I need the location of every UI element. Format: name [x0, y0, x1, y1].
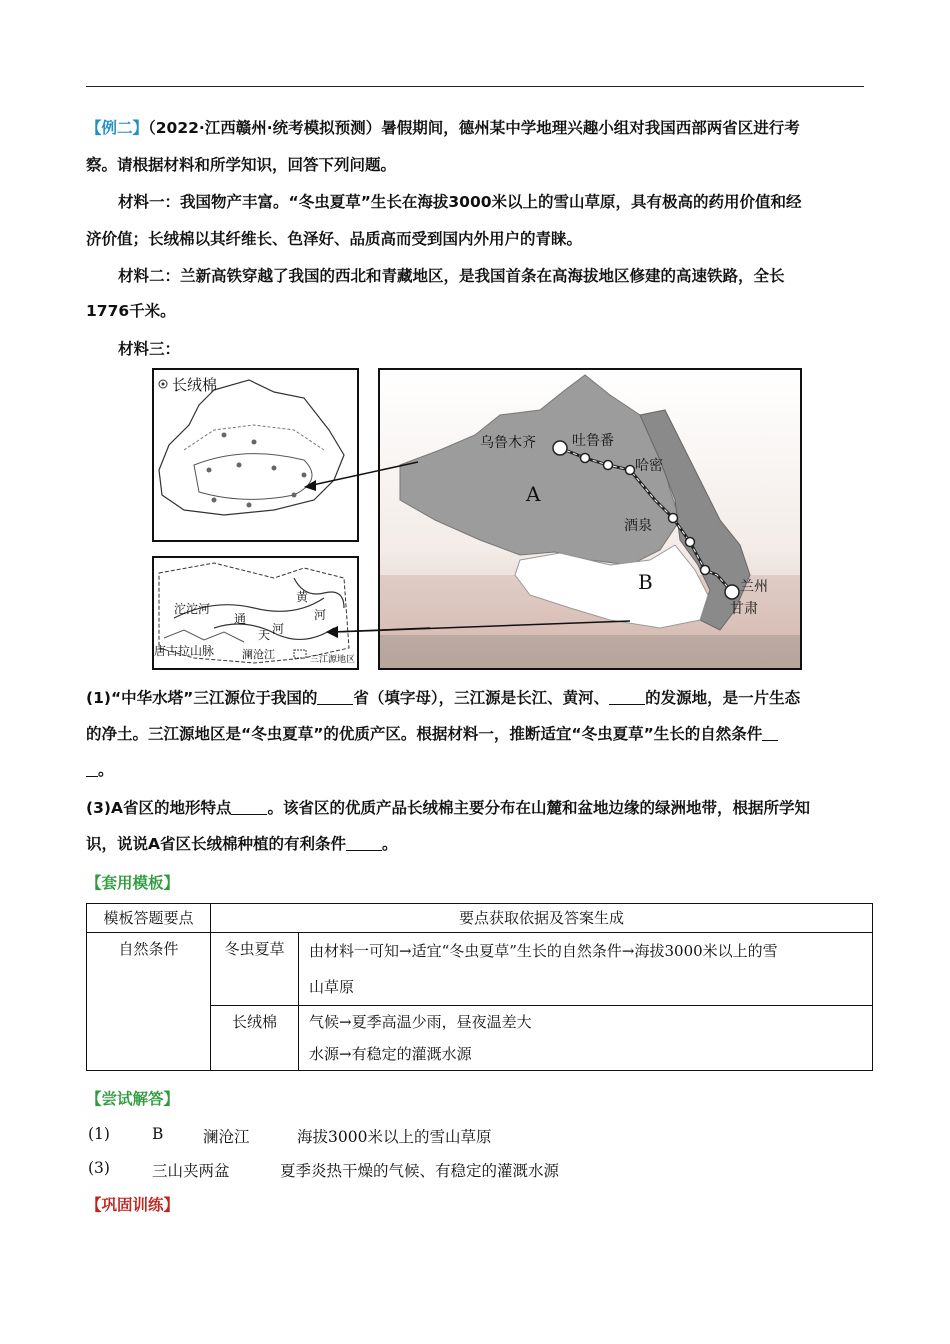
material-3-label: 材料三： [118, 340, 181, 358]
table-header-right: 要点获取依据及答案生成 [211, 904, 873, 933]
q1-text-line2: 的净土。三江源地区是“冬虫夏草”的优质产区。根据材料一，推断适宜“冬虫夏草”生长的自然条件 [86, 725, 763, 743]
label-he: 河 [314, 608, 327, 622]
q1-text-end: 。 [98, 761, 114, 779]
question-1-line-3 [86, 760, 866, 780]
table-row [87, 933, 873, 1006]
question-3-line-1 [86, 798, 866, 818]
figure-arrow-bottom [320, 615, 640, 645]
answer-tag: 【尝试解答】 [86, 1090, 180, 1108]
label-turpan: 吐鲁番 [572, 433, 614, 449]
example-line-1 [86, 118, 866, 138]
example-intro-1: 暑假期间，德州某中学地理兴趣小组对我国西部两省区进行考 [381, 119, 800, 137]
label-tian: 天 [258, 628, 271, 642]
q1-blank-province[interactable] [317, 688, 353, 705]
label-lanzhou: 兰州 [740, 579, 768, 595]
label-tong: 通 [234, 612, 247, 626]
q3-blank-conditions[interactable] [346, 834, 382, 851]
material-2-line-2: 1776千米。 [86, 302, 176, 320]
label-tuotuo: 沱沱河 [174, 602, 211, 616]
answer-3-condition: 夏季炎热干燥的气候、有稳定的灌溉水源 [280, 1162, 560, 1180]
label-he2: 河 [272, 622, 285, 636]
question-3-line-2 [86, 834, 866, 854]
table-sub-text-2 [299, 1006, 873, 1071]
header-rule [86, 86, 864, 87]
label-urumqi: 乌鲁木齐 [480, 435, 536, 451]
label-tangula: 唐古拉山脉 [154, 644, 215, 658]
table-sub-text-1 [299, 933, 873, 1006]
q3-text-a: (3)A省区的地形特点 [86, 799, 232, 817]
q3-text-b: 。该省区的优质产品长绒棉主要分布在山麓和盆地边缘的绿洲地带，根据所学知 [267, 799, 810, 817]
practice-tag: 【巩固训练】 [86, 1196, 180, 1214]
example-tag: 【例二】 [86, 119, 149, 137]
example-intro-2: 察。请根据材料和所学知识，回答下列问题。 [86, 156, 397, 174]
sub1-text-line2: 山草原 [309, 978, 355, 996]
label-province-a: A [526, 482, 541, 506]
cotton-legend: 长绒棉 [172, 376, 218, 394]
material-2-line-1: 材料二：兰新高铁穿越了我国的西北和青藏地区，是我国首条在高海拔地区修建的高速铁路，全长 [118, 267, 785, 285]
q1-text-b: 省（填字母），三江源是长江、黄河、 [353, 689, 610, 707]
sub2-text-line1: 气候→夏季高温少雨，昼夜温差大 [309, 1013, 532, 1031]
answer-3-terrain: 三山夹两盆 [152, 1162, 230, 1180]
sub2-text-line2: 水源→有稳定的灌溉水源 [309, 1045, 472, 1063]
q1-text-c: 的发源地，是一片生态 [645, 689, 801, 707]
material-1-line-2: 济价值；长绒棉以其纤维长、色泽好、品质高而受到国内外用户的青睐。 [86, 230, 583, 248]
template-tag: 【套用模板】 [86, 874, 180, 892]
answer-1-number: (1) [88, 1125, 110, 1143]
q3-text-d: 。 [382, 835, 398, 853]
q1-text-a: (1)“中华水塔”三江源位于我国的 [86, 689, 318, 707]
q1-blank-river[interactable] [609, 688, 645, 705]
label-huang: 黄 [296, 590, 309, 604]
table-sub-label-1: 冬虫夏草 [211, 933, 299, 1006]
q3-blank-terrain[interactable] [231, 798, 267, 815]
figure-arrows [290, 460, 430, 640]
q1-blank-condition-start[interactable] [762, 724, 778, 741]
label-lancang: 澜沧江 [242, 648, 275, 661]
question-1-line-2 [86, 724, 866, 744]
material-1-line-1: 材料一：我国物产丰富。“冬虫夏草”生长在海拔3000米以上的雪山草原，具有极高的药用价值和经 [118, 193, 802, 211]
sub1-text-line1: 由材料一可知→适宜“冬虫夏草”生长的自然条件→海拔3000米以上的雪 [309, 942, 778, 960]
table-row [87, 904, 873, 933]
answer-1-river: 澜沧江 [203, 1128, 250, 1146]
question-1-line-1 [86, 688, 866, 708]
label-gansu: 甘肃 [730, 601, 758, 617]
q3-text-c: 识，说说A省区长绒棉种植的有利条件 [86, 835, 346, 853]
label-sanjiangyuan-legend: 三江源地区 [310, 655, 356, 665]
table-header-left: 模板答题要点 [87, 904, 211, 933]
table-row-label: 自然条件 [87, 933, 211, 1071]
answer-1-province: B [152, 1125, 164, 1143]
label-jiuquan: 酒泉 [624, 518, 652, 534]
answer-3-number: (3) [88, 1159, 110, 1177]
label-province-b: B [638, 570, 653, 594]
label-hami: 哈密 [635, 458, 663, 474]
answer-1-condition: 海拔3000米以上的雪山草原 [297, 1128, 492, 1146]
q1-blank-condition-end[interactable] [86, 760, 98, 777]
template-table [86, 903, 873, 1071]
table-sub-label-2: 长绒棉 [211, 1006, 299, 1071]
example-source: （2022·江西赣州·统考模拟预测） [148, 119, 382, 137]
